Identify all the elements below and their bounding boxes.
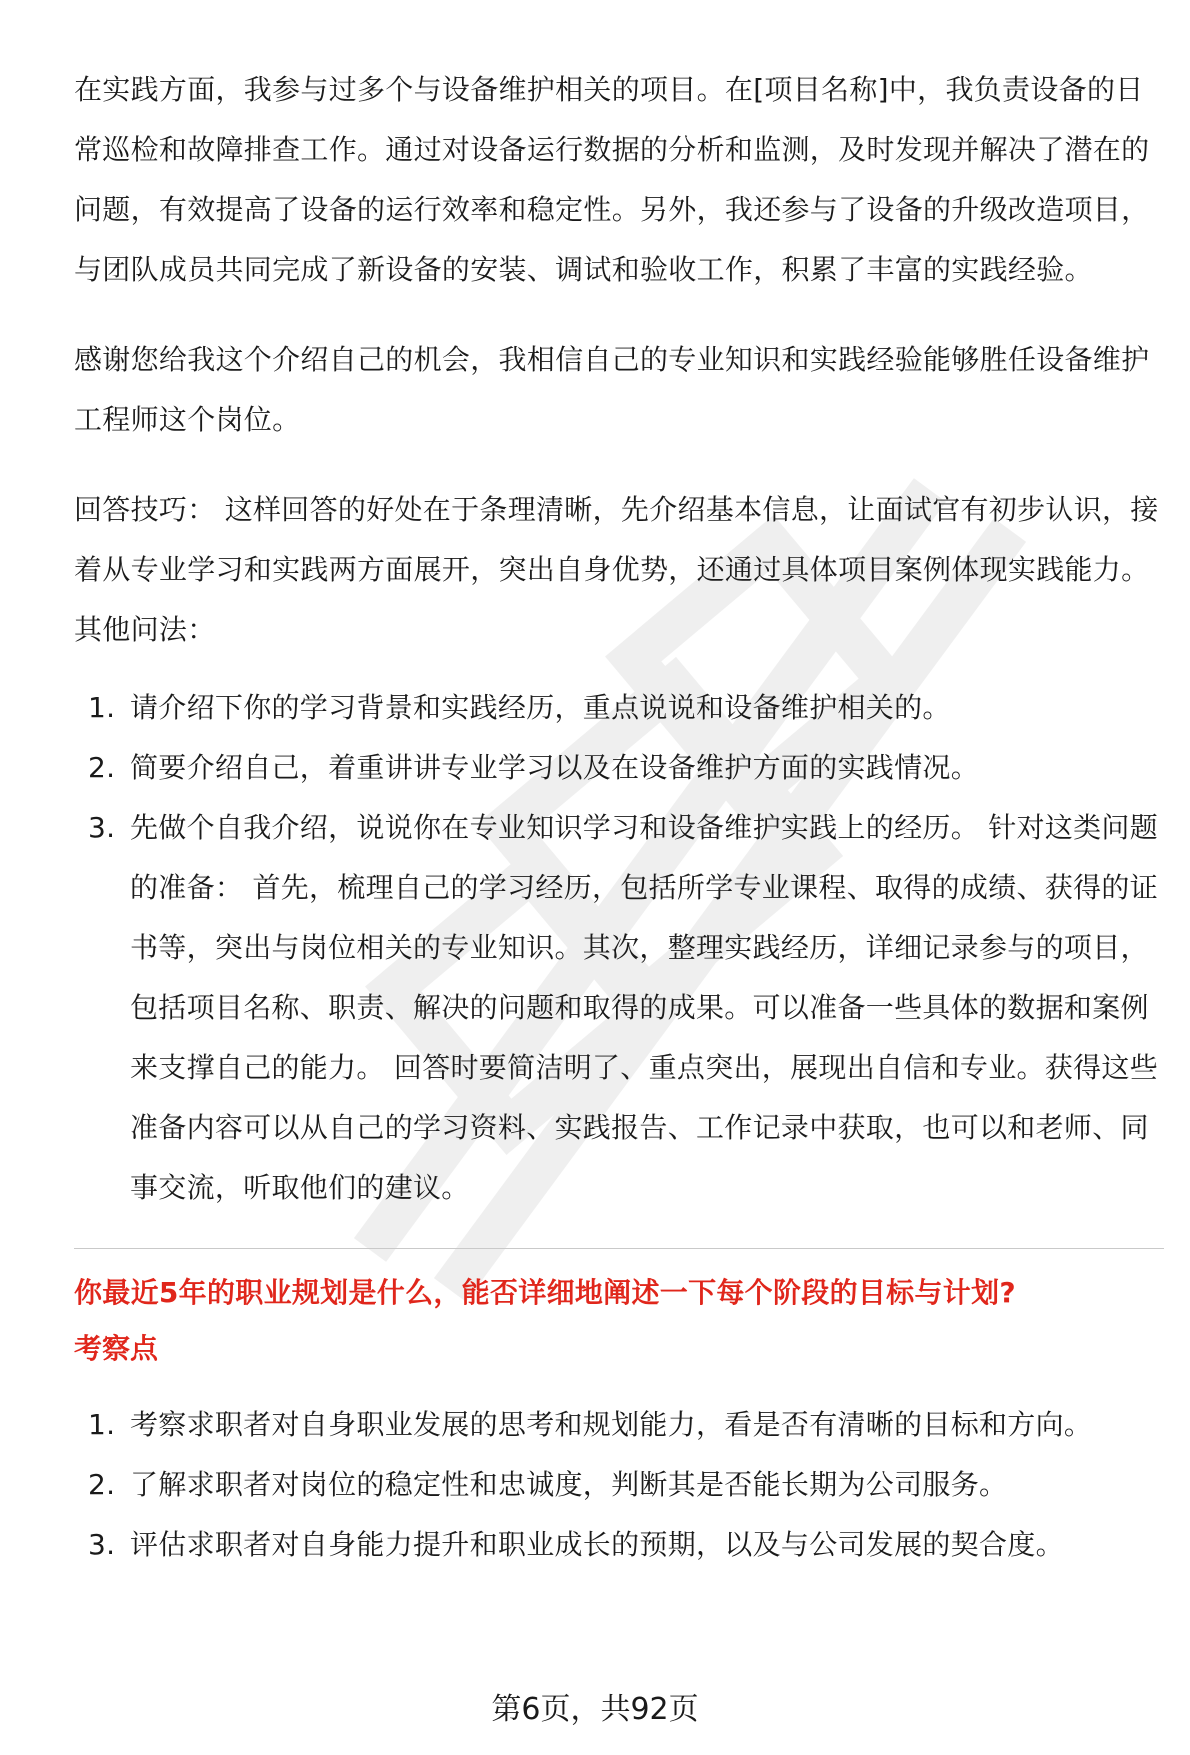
list-item — [74, 1515, 1164, 1575]
question-heading: 你最近5年的职业规划是什么，能否详细地阐述一下每个阶段的目标与计划? — [74, 1276, 1016, 1309]
other-questions-list — [74, 678, 1164, 1218]
list-item — [74, 798, 1164, 1218]
list-item-text: 考察求职者对自身职业发展的思考和规划能力，看是否有清晰的目标和方向。 — [130, 1408, 1093, 1441]
paragraph-thanks: 感谢您给我这个介绍自己的机会，我相信自己的专业知识和实践经验能够胜任设备维护工程师这个岗位。 — [74, 343, 1150, 436]
main-content — [74, 60, 1164, 1575]
list-item-text: 简要介绍自己，着重讲讲专业学习以及在设备维护方面的实践情况。 — [130, 751, 980, 784]
list-item — [74, 678, 1164, 738]
paragraph-answer-tips: 回答技巧： 这样回答的好处在于条理清晰，先介绍基本信息，让面试官有初步认识，接着从专业学习和实践两方面展开，突出自身优势，还通过具体项目案例体现实践能力。 其他问法： — [74, 493, 1159, 646]
list-item-text: 先做个自我介绍，说说你在专业知识学习和设备维护实践上的经历。 针对这类问题的准备： 首先，梳理自己的学习经历，包括所学专业课程、取得的成绩、获得的证书等，突出与岗位相关的专业知识。其次，整理实践经历，详细记录参与的项目，包括项目名称、职责、解决的问题和取得的成果。可以准备一些具体的数据和案例来支撑自己的能力。 回答时要简洁明了、重点突出，展现出自信和专业。获得这些准备内容可以从自己的学习资料、实践报告、工作记录中获取，也可以和老师、同事交流，听取他们的建议。 — [130, 811, 1159, 1204]
list-item-number: 2. — [88, 1468, 116, 1501]
list-item-text: 了解求职者对岗位的稳定性和忠诚度，判断其是否能长期为公司服务。 — [130, 1468, 1008, 1501]
focus-points-list — [74, 1395, 1164, 1575]
list-item-number: 2. — [88, 751, 116, 784]
list-item-text: 请介绍下你的学习背景和实践经历，重点说说和设备维护相关的。 — [130, 691, 951, 724]
list-item-text: 评估求职者对自身能力提升和职业成长的预期，以及与公司发展的契合度。 — [130, 1528, 1064, 1561]
list-item — [74, 1395, 1164, 1455]
list-item-number: 1. — [88, 1408, 116, 1441]
list-item-number: 3. — [88, 811, 116, 844]
list-item-number: 3. — [88, 1528, 116, 1561]
section-label-focus-points: 考察点 — [74, 1332, 159, 1365]
page-number-footer: 第6页，共92页 — [491, 1692, 699, 1727]
list-item — [74, 1455, 1164, 1515]
list-item — [74, 738, 1164, 798]
list-item-number: 1. — [88, 691, 116, 724]
paragraph-practice: 在实践方面，我参与过多个与设备维护相关的项目。在[项目名称]中，我负责设备的日常巡检和故障排查工作。通过对设备运行数据的分析和监测，及时发现并解决了潜在的问题，有效提高了设备的运行效率和稳定性。另外，我还参与了设备的升级改造项目，与团队成员共同完成了新设备的安装、调试和验收工作，积累了丰富的实践经验。 — [74, 73, 1150, 286]
section-divider — [74, 1248, 1164, 1249]
